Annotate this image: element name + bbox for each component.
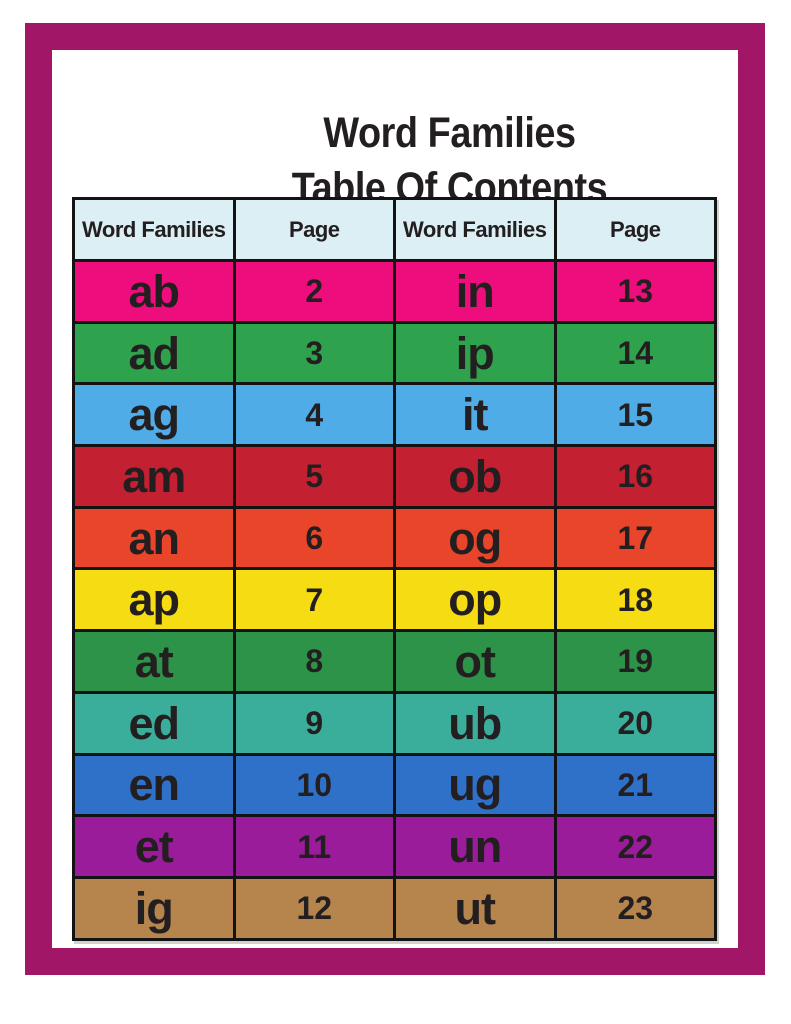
page-number-cell: 10 bbox=[234, 754, 395, 816]
page-number-cell: 16 bbox=[555, 446, 716, 508]
word-family-cell: ot bbox=[395, 631, 556, 693]
word-family-cell: ed bbox=[74, 692, 235, 754]
header-page-right: Page bbox=[555, 199, 716, 261]
page-number-cell: 19 bbox=[555, 631, 716, 693]
table-body bbox=[74, 261, 716, 940]
table-row bbox=[74, 692, 716, 754]
page-number-cell: 21 bbox=[555, 754, 716, 816]
page-title-line2: Table Of Contents bbox=[291, 164, 608, 212]
table-row bbox=[74, 754, 716, 816]
page-number-cell: 12 bbox=[234, 877, 395, 939]
page-number-cell: 15 bbox=[555, 384, 716, 446]
page-number-cell: 8 bbox=[234, 631, 395, 693]
word-family-cell: ad bbox=[74, 322, 235, 384]
page-number-cell: 14 bbox=[555, 322, 716, 384]
word-family-cell: ut bbox=[395, 877, 556, 939]
word-family-cell: en bbox=[74, 754, 235, 816]
header-word-families-left: Word Families bbox=[74, 199, 235, 261]
word-family-cell: et bbox=[74, 816, 235, 878]
word-family-cell: ip bbox=[395, 322, 556, 384]
page-number-cell: 23 bbox=[555, 877, 716, 939]
word-family-cell: an bbox=[74, 507, 235, 569]
page-number-cell: 2 bbox=[234, 261, 395, 323]
page-number-cell: 11 bbox=[234, 816, 395, 878]
word-family-cell: ap bbox=[74, 569, 235, 631]
word-family-cell: ug bbox=[395, 754, 556, 816]
page-number-cell: 4 bbox=[234, 384, 395, 446]
page-number-cell: 20 bbox=[555, 692, 716, 754]
word-family-cell: in bbox=[395, 261, 556, 323]
page-number-cell: 17 bbox=[555, 507, 716, 569]
table-row bbox=[74, 816, 716, 878]
page-number-cell: 6 bbox=[234, 507, 395, 569]
table-row bbox=[74, 384, 716, 446]
table-row bbox=[74, 507, 716, 569]
word-family-cell: at bbox=[74, 631, 235, 693]
word-family-cell: ab bbox=[74, 261, 235, 323]
page-number-cell: 5 bbox=[234, 446, 395, 508]
word-family-cell: ub bbox=[395, 692, 556, 754]
page-number-cell: 18 bbox=[555, 569, 716, 631]
page-number-cell: 13 bbox=[555, 261, 716, 323]
table-row bbox=[74, 261, 716, 323]
header-page-left: Page bbox=[234, 199, 395, 261]
table-row bbox=[74, 446, 716, 508]
word-families-table bbox=[72, 197, 717, 941]
page-number-cell: 9 bbox=[234, 692, 395, 754]
table-row bbox=[74, 877, 716, 939]
page-title-line1: Word Families bbox=[323, 109, 576, 157]
word-family-cell: it bbox=[395, 384, 556, 446]
page-number-cell: 22 bbox=[555, 816, 716, 878]
word-family-cell: ob bbox=[395, 446, 556, 508]
page-number-cell: 7 bbox=[234, 569, 395, 631]
header-word-families-right: Word Families bbox=[395, 199, 556, 261]
table-header bbox=[74, 199, 716, 261]
word-family-cell: am bbox=[74, 446, 235, 508]
word-family-cell: un bbox=[395, 816, 556, 878]
table-row bbox=[74, 631, 716, 693]
page-number-cell: 3 bbox=[234, 322, 395, 384]
word-family-cell: og bbox=[395, 507, 556, 569]
word-family-cell: ig bbox=[74, 877, 235, 939]
table-header-row bbox=[74, 199, 716, 261]
word-family-cell: op bbox=[395, 569, 556, 631]
word-family-cell: ag bbox=[74, 384, 235, 446]
table-row bbox=[74, 322, 716, 384]
table-row bbox=[74, 569, 716, 631]
